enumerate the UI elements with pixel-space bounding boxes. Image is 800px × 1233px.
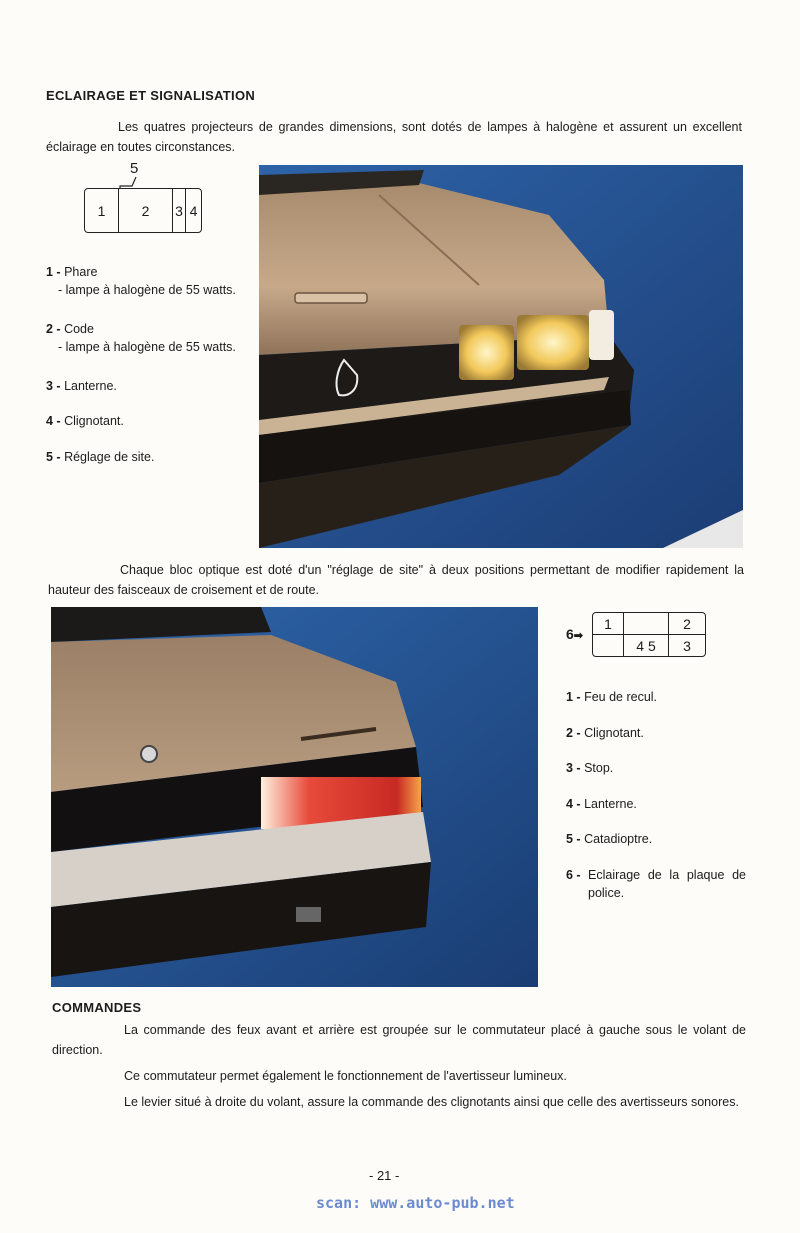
legend-number: 2 - [566,726,581,740]
intro-paragraph: Les quatres projecteurs de grandes dimensions, sont dotés de lampes à halogène et assurent un excellent éclairage en toutes circonstances. [46,120,742,154]
diagram-cell-4: 4 [185,188,202,233]
legend-number: 3 - [566,761,581,775]
legend-text: Eclairage de la plaque de police. [588,868,746,900]
section-heading-lighting: ECLAIRAGE ET SIGNALISATION [46,88,256,103]
page-number: - 21 - [369,1168,400,1183]
legend-text: Clignotant. [584,726,644,740]
legend-text: Stop. [584,761,614,775]
legend-subtext: - lampe à halogène de 55 watts. [58,340,236,354]
rear-cell-1: 1 [592,612,624,635]
legend-number: 5 - [566,832,581,846]
legend-number: 4 - [566,797,581,811]
legend-text: Lanterne. [584,797,637,811]
legend-text: Lanterne. [64,379,117,393]
front-legend-item-1 [46,263,256,299]
front-light-diagram [84,160,204,235]
controls-paragraph-2: Ce commutateur permet également le fonctionnement de l'avertisseur lumineux. [124,1069,567,1083]
controls-paragraph-1: La commande des feux avant et arrière est groupée sur le commutateur placé à gauche sous le volant de direction. [52,1023,746,1057]
legend-number: 1 - [46,265,61,279]
middle-paragraph: Chaque bloc optique est doté d'un "réglage de site" à deux positions permettant de modifier rapidement la hauteur des faisceaux de croisement et de route. [48,563,744,597]
front-legend-item-3 [46,377,117,395]
controls-paragraph-3: Le levier situé à droite du volant, assure la commande des clignotants ainsi que celle des avertisseurs sonores. [124,1095,739,1109]
legend-text: Catadioptre. [584,832,653,846]
rear-legend-item-6 [566,866,746,902]
rear-pointer-number: 6 [566,626,574,642]
legend-number: 5 - [46,450,61,464]
legend-number: 1 - [566,690,581,704]
rear-legend-item-3 [566,759,613,777]
diagram-pointer-label: 5 [130,160,139,177]
rear-cell-4-5: 4 5 [623,634,669,657]
rear-legend-item-5 [566,830,652,848]
legend-number: 2 - [46,322,61,336]
section-heading-controls: COMMANDES [52,1000,142,1015]
legend-number: 3 - [46,379,61,393]
diagram-cell-2: 2 [118,188,173,233]
front-legend-item-4 [46,412,124,430]
legend-number: 6 - [566,868,581,882]
legend-text: Feu de recul. [584,690,658,704]
rear-cell-2: 2 [668,612,706,635]
rear-cell-3: 3 [668,634,706,657]
legend-text: Réglage de site. [64,450,155,464]
legend-subtext: - lampe à halogène de 55 watts. [58,283,236,297]
diagram-cell-1: 1 [84,188,119,233]
diagram-cell-3: 3 [172,188,186,233]
legend-text: Phare [64,265,98,279]
rear-cell-top-middle [623,612,669,635]
legend-number: 4 - [46,414,61,428]
rear-car-photo [51,607,538,987]
front-legend-item-5 [46,448,154,466]
legend-text: Clignotant. [64,414,124,428]
arrow-right-icon: ➡ [573,630,584,642]
rear-pointer-label [566,626,583,642]
rear-legend-item-1 [566,688,657,706]
rear-legend-item-4 [566,795,637,813]
front-car-photo [259,165,743,548]
legend-text: Code [64,322,94,336]
rear-light-diagram [564,612,714,660]
rear-legend-item-2 [566,724,644,742]
scan-credit: scan: www.auto-pub.net [316,1194,515,1212]
rear-cell-bottom-left [592,634,624,657]
front-legend-item-2 [46,320,256,356]
